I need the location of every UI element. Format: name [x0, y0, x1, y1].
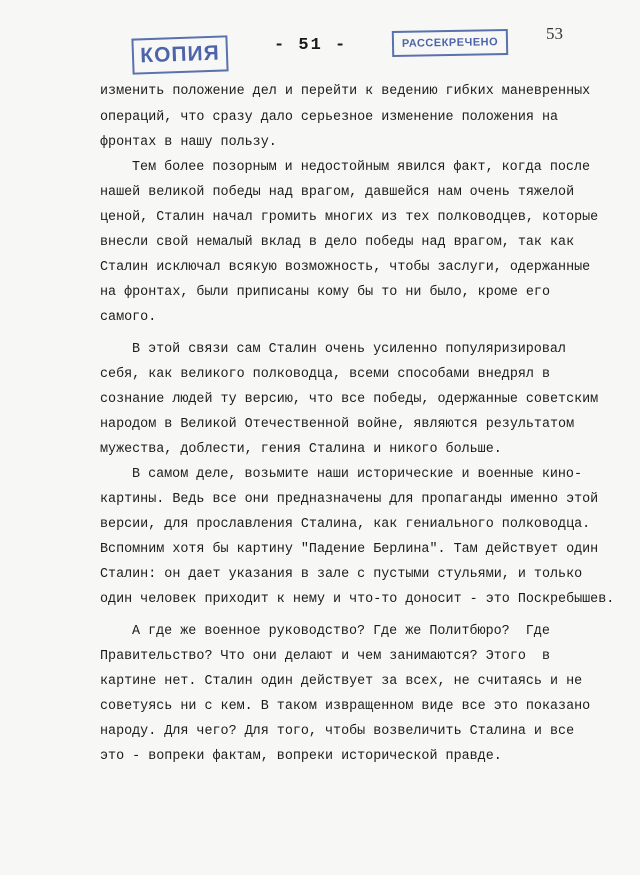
text-line: Правительство? Что они делают и чем занимаются? Этого в [100, 649, 550, 664]
text-line: нашей великой победы над врагом, давшейся нам очень тяжелой [100, 185, 575, 200]
text-line: изменить положение дел и перейти к ведению гибких маневренных [100, 84, 591, 99]
text-line: Сталин исключал всякую возможность, чтобы заслуги, одержанные [100, 260, 591, 275]
text-line: Сталин: он дает указания в зале с пустыми стульями, и только [100, 567, 583, 582]
declassified-stamp: РАССЕКРЕЧЕНО [392, 29, 508, 57]
text-line: Вспомним хотя бы картину "Падение Берлина". Там действует один [100, 542, 599, 557]
text-line: ценой, Сталин начал громить многих из тех полководцев, которые [100, 210, 599, 225]
page-number: - 51 - [274, 36, 348, 55]
text-line: внесли свой немалый вклад в дело победы над врагом, так как [100, 235, 575, 250]
text-line: себя, как великого полководца, всеми способами внедрял в [100, 367, 550, 382]
text-line: самого. [100, 310, 157, 325]
text-line: В самом деле, возьмите наши исторические и военные кино- [132, 467, 582, 482]
text-line: мужества, доблести, гения Сталина и никого больше. [100, 442, 502, 457]
text-line: В этой связи сам Сталин очень усиленно популяризировал [132, 342, 566, 357]
text-line: на фронтах, были приписаны кому бы то ни было, кроме его [100, 285, 550, 300]
text-line: картины. Ведь все они предназначены для пропаганды именно этой [100, 492, 599, 507]
text-line: версии, для прославления Сталина, как гениального полководца. [100, 517, 591, 532]
text-line: Тем более позорным и недостойным явился факт, когда после [132, 160, 591, 175]
text-line: один человек приходит к нему и что-то доносит - это Поскребышев. [100, 592, 615, 607]
text-line: картине нет. Сталин один действует за всех, не считаясь и не [100, 674, 583, 689]
text-line: народом в Великой Отечественной войне, являются результатом [100, 417, 575, 432]
text-line: фронтах в нашу пользу. [100, 135, 277, 150]
copy-stamp: КОПИЯ [131, 35, 228, 74]
text-line: народу. Для чего? Для того, чтобы возвеличить Сталина и все [100, 724, 575, 739]
archive-page-number: 53 [546, 24, 563, 43]
text-line: операций, что сразу дало серьезное изменение положения на [100, 110, 559, 125]
text-line: сознание людей ту версию, что все победы, одержанные советским [100, 392, 599, 407]
text-line: А где же военное руководство? Где же Политбюро? Где [132, 624, 550, 639]
text-line: советуясь ни с кем. В таком извращенном виде все это показано [100, 699, 591, 714]
text-line: это - вопреки фактам, вопреки исторической правде. [100, 749, 502, 764]
